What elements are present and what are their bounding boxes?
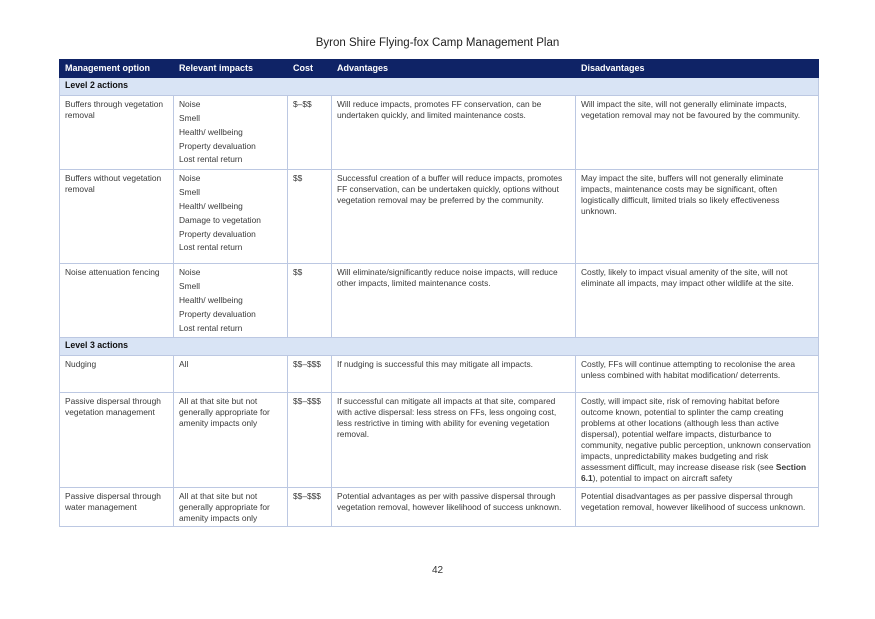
impact-item: Smell bbox=[179, 113, 200, 123]
disadvantages-cell bbox=[576, 393, 819, 488]
impacts-cell bbox=[174, 264, 288, 338]
impact-item: Noise bbox=[179, 267, 201, 278]
document-title: Byron Shire Flying-fox Camp Management Plan bbox=[315, 37, 560, 49]
impact-item: All at that site but not generally appropriate for amenity impacts only bbox=[179, 491, 270, 524]
option-cell: Nudging bbox=[60, 356, 174, 393]
table-row bbox=[60, 264, 819, 338]
option-cell: Buffers through vegetation removal bbox=[60, 96, 174, 170]
impact-item: Health/ wellbeing bbox=[179, 294, 243, 305]
option-cell: Passive dispersal through water management bbox=[60, 488, 174, 527]
header-cost: Cost bbox=[288, 60, 332, 78]
table-row bbox=[60, 488, 819, 527]
section-reference: Section 6.1 bbox=[581, 462, 807, 484]
advantages-cell: Will eliminate/significantly reduce noise impacts, will reduce other impacts, limited maintenance costs. bbox=[332, 264, 576, 338]
cost-cell: $$–$$$ bbox=[288, 488, 332, 527]
advantages-cell: Successful creation of a buffer will reduce impacts, promotes FF conservation, can be undertaken quickly, options without vegetation removal may be preferred by the community. bbox=[332, 170, 576, 264]
impact-item: Noise bbox=[179, 99, 201, 109]
section-label: Level 3 actions bbox=[60, 338, 819, 356]
disadvantages-cell: Will impact the site, will not generally eliminate impacts, vegetation removal may not be favoured by the community. bbox=[576, 96, 819, 170]
table-header-row bbox=[60, 60, 819, 78]
cost-cell: $$ bbox=[288, 264, 332, 338]
impact-item: Lost rental return bbox=[179, 242, 243, 253]
cost-cell: $$ bbox=[288, 170, 332, 264]
disadvantages-text: ), potential to impact on aircraft safety bbox=[592, 473, 733, 484]
impact-item: Noise bbox=[179, 173, 201, 184]
management-options-table bbox=[59, 59, 819, 527]
impact-item: Property devaluation bbox=[179, 228, 256, 239]
impact-item: Lost rental return bbox=[179, 154, 243, 165]
impact-item: Smell bbox=[179, 187, 200, 198]
disadvantages-cell: Costly, FFs will continue attempting to recolonise the area unless combined with habitat modification/ deterrents. bbox=[576, 356, 819, 393]
disadvantages-cell: Potential disadvantages as per passive dispersal through vegetation removal, however likelihood of success unknown. bbox=[576, 488, 819, 527]
page-number: 42 bbox=[431, 565, 444, 576]
section-row-level-2 bbox=[60, 78, 819, 96]
impacts-cell bbox=[174, 356, 288, 393]
header-advantages: Advantages bbox=[332, 60, 576, 78]
option-cell: Noise attenuation fencing bbox=[60, 264, 174, 338]
disadvantages-text: Costly, will impact site, risk of removing habitat before outcome known, potential to splinter the camp creating problems at other locations (although less than active dispersal), potential welfare impacts, disturbance to community, negative public perception, unknown conservation impacts, unpredictability makes budgeting and risk assessment difficult, may increase disease risk (see bbox=[581, 396, 811, 473]
header-relevant-impacts: Relevant impacts bbox=[174, 60, 288, 78]
option-cell: Buffers without vegetation removal bbox=[60, 170, 174, 264]
disadvantages-cell: May impact the site, buffers will not generally eliminate impacts, maintenance costs may be significant, often logistically difficult, limited trials so likely effectiveness unknown. bbox=[576, 170, 819, 264]
impact-item: All bbox=[179, 359, 189, 370]
header-management-option: Management option bbox=[60, 60, 174, 78]
impact-item: Property devaluation bbox=[179, 308, 256, 319]
section-label: Level 2 actions bbox=[60, 78, 819, 96]
disadvantages-cell: Costly, likely to impact visual amenity of the site, will not eliminate all impacts, may impact other wildlife at the site. bbox=[576, 264, 819, 338]
cost-cell: $$–$$$ bbox=[288, 356, 332, 393]
cost-cell: $–$$ bbox=[288, 96, 332, 170]
impact-item: Damage to vegetation bbox=[179, 214, 261, 225]
impacts-cell bbox=[174, 96, 288, 170]
advantages-cell: If nudging is successful this may mitigate all impacts. bbox=[332, 356, 576, 393]
impact-item: Smell bbox=[179, 281, 200, 292]
section-row-level-3 bbox=[60, 338, 819, 356]
impacts-cell bbox=[174, 488, 288, 527]
impact-item: Health/ wellbeing bbox=[179, 126, 243, 137]
advantages-cell: Potential advantages as per with passive dispersal through vegetation removal, however likelihood of success unknown. bbox=[332, 488, 576, 527]
impact-item: All at that site but not generally appropriate for amenity impacts only bbox=[179, 396, 270, 429]
table-row bbox=[60, 170, 819, 264]
impact-item: Health/ wellbeing bbox=[179, 200, 243, 211]
advantages-cell: If successful can mitigate all impacts at that site, compared with active dispersal: less stress on FFs, less ongoing cost, less restrictive in timing with ability for evening vegetation removal. bbox=[332, 393, 576, 488]
cost-cell: $$–$$$ bbox=[288, 393, 332, 488]
table-row bbox=[60, 393, 819, 488]
table-row bbox=[60, 96, 819, 170]
advantages-cell: Will reduce impacts, promotes FF conservation, can be undertaken quickly, and limited maintenance costs. bbox=[332, 96, 576, 170]
impacts-cell bbox=[174, 170, 288, 264]
header-disadvantages: Disadvantages bbox=[576, 60, 819, 78]
impact-item: Property devaluation bbox=[179, 140, 256, 151]
option-cell: Passive dispersal through vegetation management bbox=[60, 393, 174, 488]
impact-item: Lost rental return bbox=[179, 322, 243, 333]
table-row bbox=[60, 356, 819, 393]
impacts-cell bbox=[174, 393, 288, 488]
